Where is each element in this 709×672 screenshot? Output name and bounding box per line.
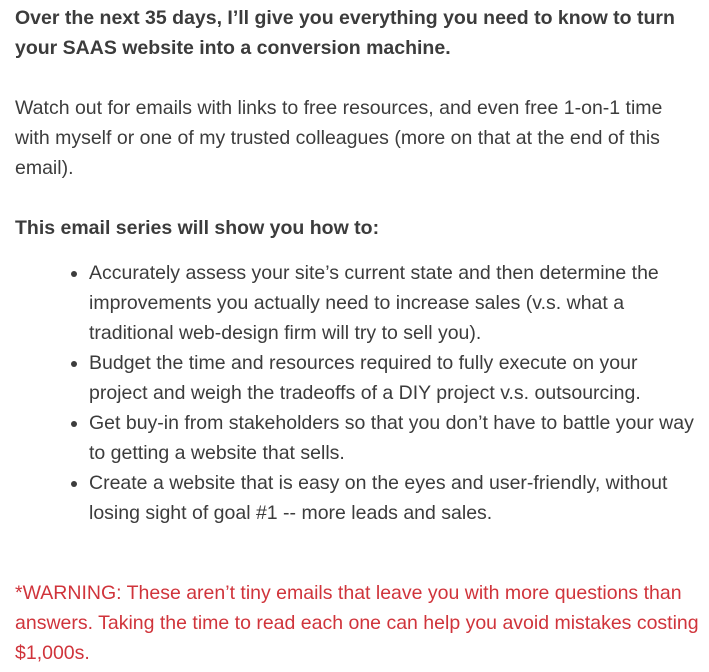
- intro-statement: Over the next 35 days, I’ll give you everything you need to know to turn your SAAS website into a conversion machine.: [15, 7, 675, 59]
- spacer: [15, 183, 700, 213]
- benefits-list: [15, 258, 700, 528]
- spacer: [15, 63, 700, 93]
- series-heading: This email series will show you how to:: [15, 217, 380, 239]
- warning-note: *WARNING: These aren’t tiny emails that leave you with more questions than answers. Taking the time to read each one can help you avoid mistakes costing $1,000s.: [15, 582, 699, 664]
- spacer: [15, 243, 700, 258]
- list-item: • Accurately assess your site’s current state and then determine the improvements you actually need to increase sales (v.s. what a traditional web-design firm will try to sell you).: [89, 258, 700, 348]
- list-item: • Budget the time and resources required to fully execute on your project and weigh the tradeoffs of a DIY project v.s. outsourcing.: [89, 348, 700, 408]
- spacer: [15, 528, 700, 578]
- intro-paragraph: Watch out for emails with links to free resources, and even free 1-on-1 time with myself or one of my trusted colleagues (more on that at the end of this email).: [15, 97, 663, 179]
- list-item: • Get buy-in from stakeholders so that you don’t have to battle your way to getting a website that sells.: [89, 408, 700, 468]
- list-item: • Create a website that is easy on the eyes and user-friendly, without losing sight of goal #1 -- more leads and sales.: [89, 468, 700, 528]
